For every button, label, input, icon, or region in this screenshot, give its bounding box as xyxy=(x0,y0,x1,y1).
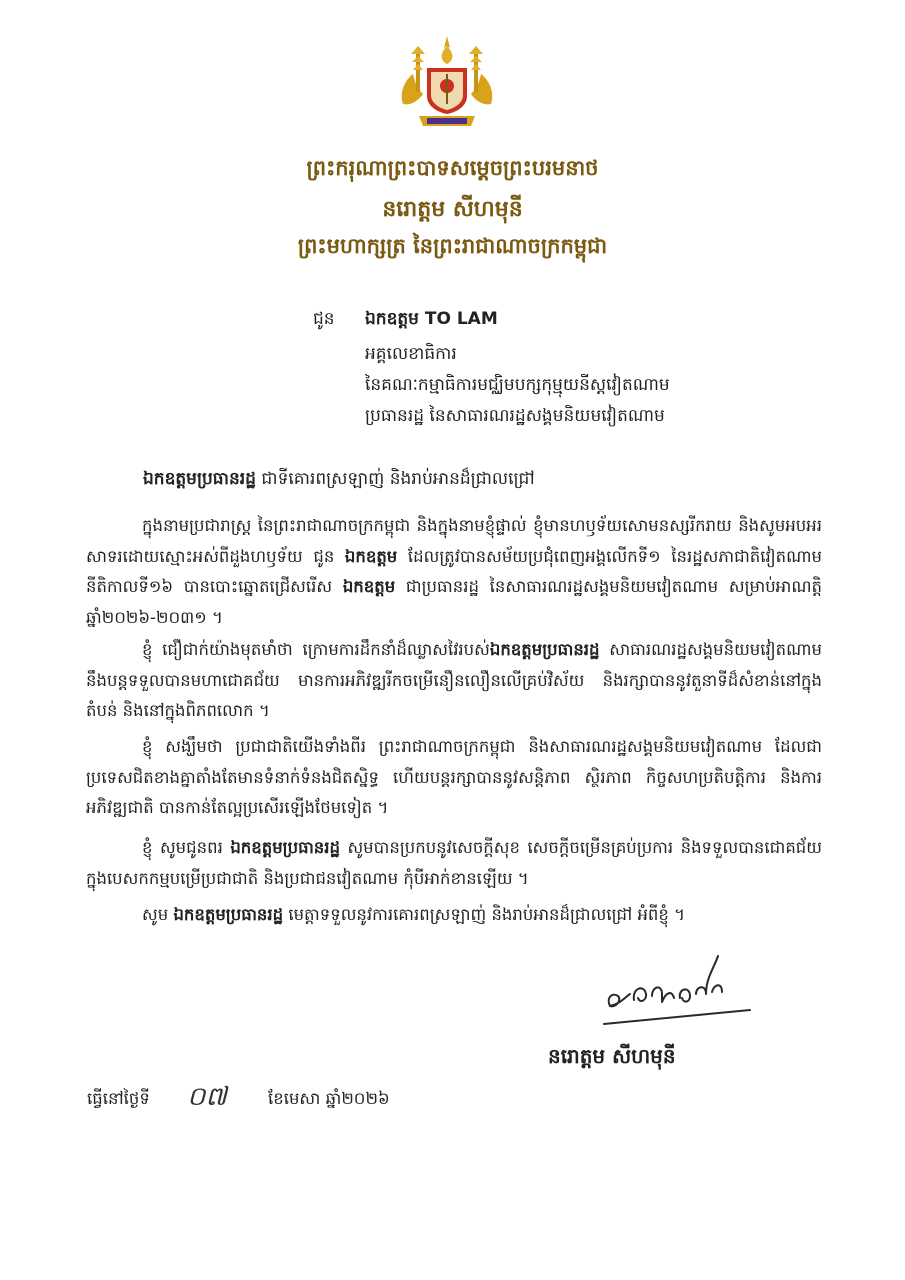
header-king-name: នរោត្តម សីហមុនី xyxy=(382,197,523,222)
addressee-title-3: ប្រធានរដ្ឋ នៃសាធារណរដ្ឋសង្គមនិយមវៀតណាម xyxy=(365,406,665,426)
paragraph-1-text-e: ជាប្រធានរដ្ឋ នៃសាធារណរដ្ឋសង្គមនិយមវៀតណាម សម្រាប់អាណត្តិឆ្នាំ២០២៦-២០៣១ ។ xyxy=(86,577,822,627)
paragraph-1-bold-b: ឯកឧត្តម xyxy=(344,546,398,566)
royal-emblem xyxy=(397,34,497,134)
paragraph-4-text-a: ខ្ញុំ សូមជូនពរ xyxy=(142,838,231,857)
handwritten-signature xyxy=(600,948,760,1030)
paragraph-1 xyxy=(86,511,822,633)
addressee-label: ជូន xyxy=(313,309,335,329)
salutation-bold: ឯកឧត្តមប្រធានរដ្ឋ xyxy=(143,469,256,489)
header-title-line: ព្រះករុណាព្រះបាទសម្តេចព្រះបរមនាថ xyxy=(306,156,599,180)
paragraph-5-bold-b: ឯកឧត្តមប្រធានរដ្ឋ xyxy=(173,905,284,924)
addressee-title-2: នៃគណៈកម្មាធិការមជ្ឈិមបក្សកុម្មុយនីស្តវៀតណាម xyxy=(365,375,670,395)
paragraph-4 xyxy=(86,833,822,894)
date-day-handwritten: ០៧ xyxy=(187,1082,227,1112)
paragraph-2-bold-b: ឯកឧត្តមប្រធានរដ្ឋ xyxy=(489,640,600,659)
addressee-name: ឯកឧត្តម TO LAM xyxy=(365,309,498,329)
paragraph-1-bold-d: ឯកឧត្តម xyxy=(342,577,396,596)
salutation-rest: ជាទីគោរពស្រឡាញ់ និងរាប់អានដ៏ជ្រាលជ្រៅ xyxy=(255,469,535,489)
paragraph-2 xyxy=(86,635,822,727)
paragraph-2-text-a: ខ្ញុំ ជឿជាក់យ៉ាងមុតមាំថា ក្រោមការដឹកនាំដ៏ឈ្លាសវៃរបស់ xyxy=(142,640,490,659)
paragraph-4-text-c: សូមបានប្រកបនូវសេចក្តីសុខ សេចក្តីចម្រើនគ្រប់ប្រការ និងទទួលបានជោគជ័យក្នុងបេសកកម្មបម្រើប្រជាជាតិ និងប្រជាជនវៀតណាម កុំបីអាក់ខានឡើយ ។ xyxy=(86,838,822,888)
date-label: ធ្វើនៅថ្ងៃទី xyxy=(87,1089,150,1108)
paragraph-1-text-a: ក្នុងនាមប្រជារាស្ត្រ នៃព្រះរាជាណាចក្រកម្ពុជា និងក្នុងនាមខ្ញុំផ្ទាល់ ខ្ញុំមានហឫទ័យសោមនស្សរីករាយ និងសូមអបអរសាទរដោយស្មោះអស់ពីដួងហឫទ័យ ជូន xyxy=(86,516,822,566)
paragraph-4-bold-b: ឯកឧត្តមប្រធានរដ្ឋ xyxy=(230,838,340,857)
header-king-title: ព្រះមហាក្សត្រ នៃព្រះរាជាណាចក្រកម្ពុជា xyxy=(297,234,608,258)
signer-name: នរោត្តម សីហមុនី xyxy=(548,1044,676,1068)
paragraph-3-text-a: ខ្ញុំ សង្ឃឹមថា ប្រជាជាតិយើងទាំងពីរ ព្រះរាជាណាចក្រកម្ពុជា និងសាធារណរដ្ឋសង្គមនិយមវៀតណាម ដែលជាប្រទេសជិតខាងគ្នាតាំងតែមានទំនាក់ទំនងជិតស្និទ្ធ ហើយបន្តរក្សាបាននូវសន្តិភាព ស្ថិរភាព កិច្ចសហប្រតិបត្តិការ និងការអភិវឌ្ឍជាតិ បានកាន់តែល្អប្រសើរឡើងថែមទៀត ។ xyxy=(86,737,822,817)
paragraph-5-text-a: សូម xyxy=(142,905,174,924)
paragraph-1-text-c: ដែលត្រូវបានសម័យប្រជុំពេញអង្គលើកទី១ នៃរដ្ឋសភាជាតិវៀតណាម នីតិកាលទី១៦ បានបោះឆ្នោតជ្រើសរើស xyxy=(86,546,822,596)
paragraph-3 xyxy=(86,732,822,824)
paragraph-5 xyxy=(86,900,822,931)
paragraph-5-text-c: មេត្តាទទួលនូវការគោរពស្រឡាញ់ និងរាប់អានដ៏ជ្រាលជ្រៅ អំពីខ្ញុំ ។ xyxy=(283,905,685,924)
salutation xyxy=(143,468,535,493)
addressee-title-1: អគ្គលេខាធិការ xyxy=(365,344,457,364)
paragraph-2-text-c: សាធារណរដ្ឋសង្គមនិយមវៀតណាម នឹងបន្តទទួលបានមហាជោគជ័យ មានការអភិវឌ្ឍរីកចម្រើនឿនលឿនលើគ្រប់វិស័យ និងរក្សាបាននូវតួនាទីដ៏សំខាន់នៅក្នុងតំបន់ និងនៅក្នុងពិភពលោក ។ xyxy=(86,640,822,720)
date-month-year: ខែមេសា ឆ្នាំ២០២៦ xyxy=(268,1089,390,1108)
